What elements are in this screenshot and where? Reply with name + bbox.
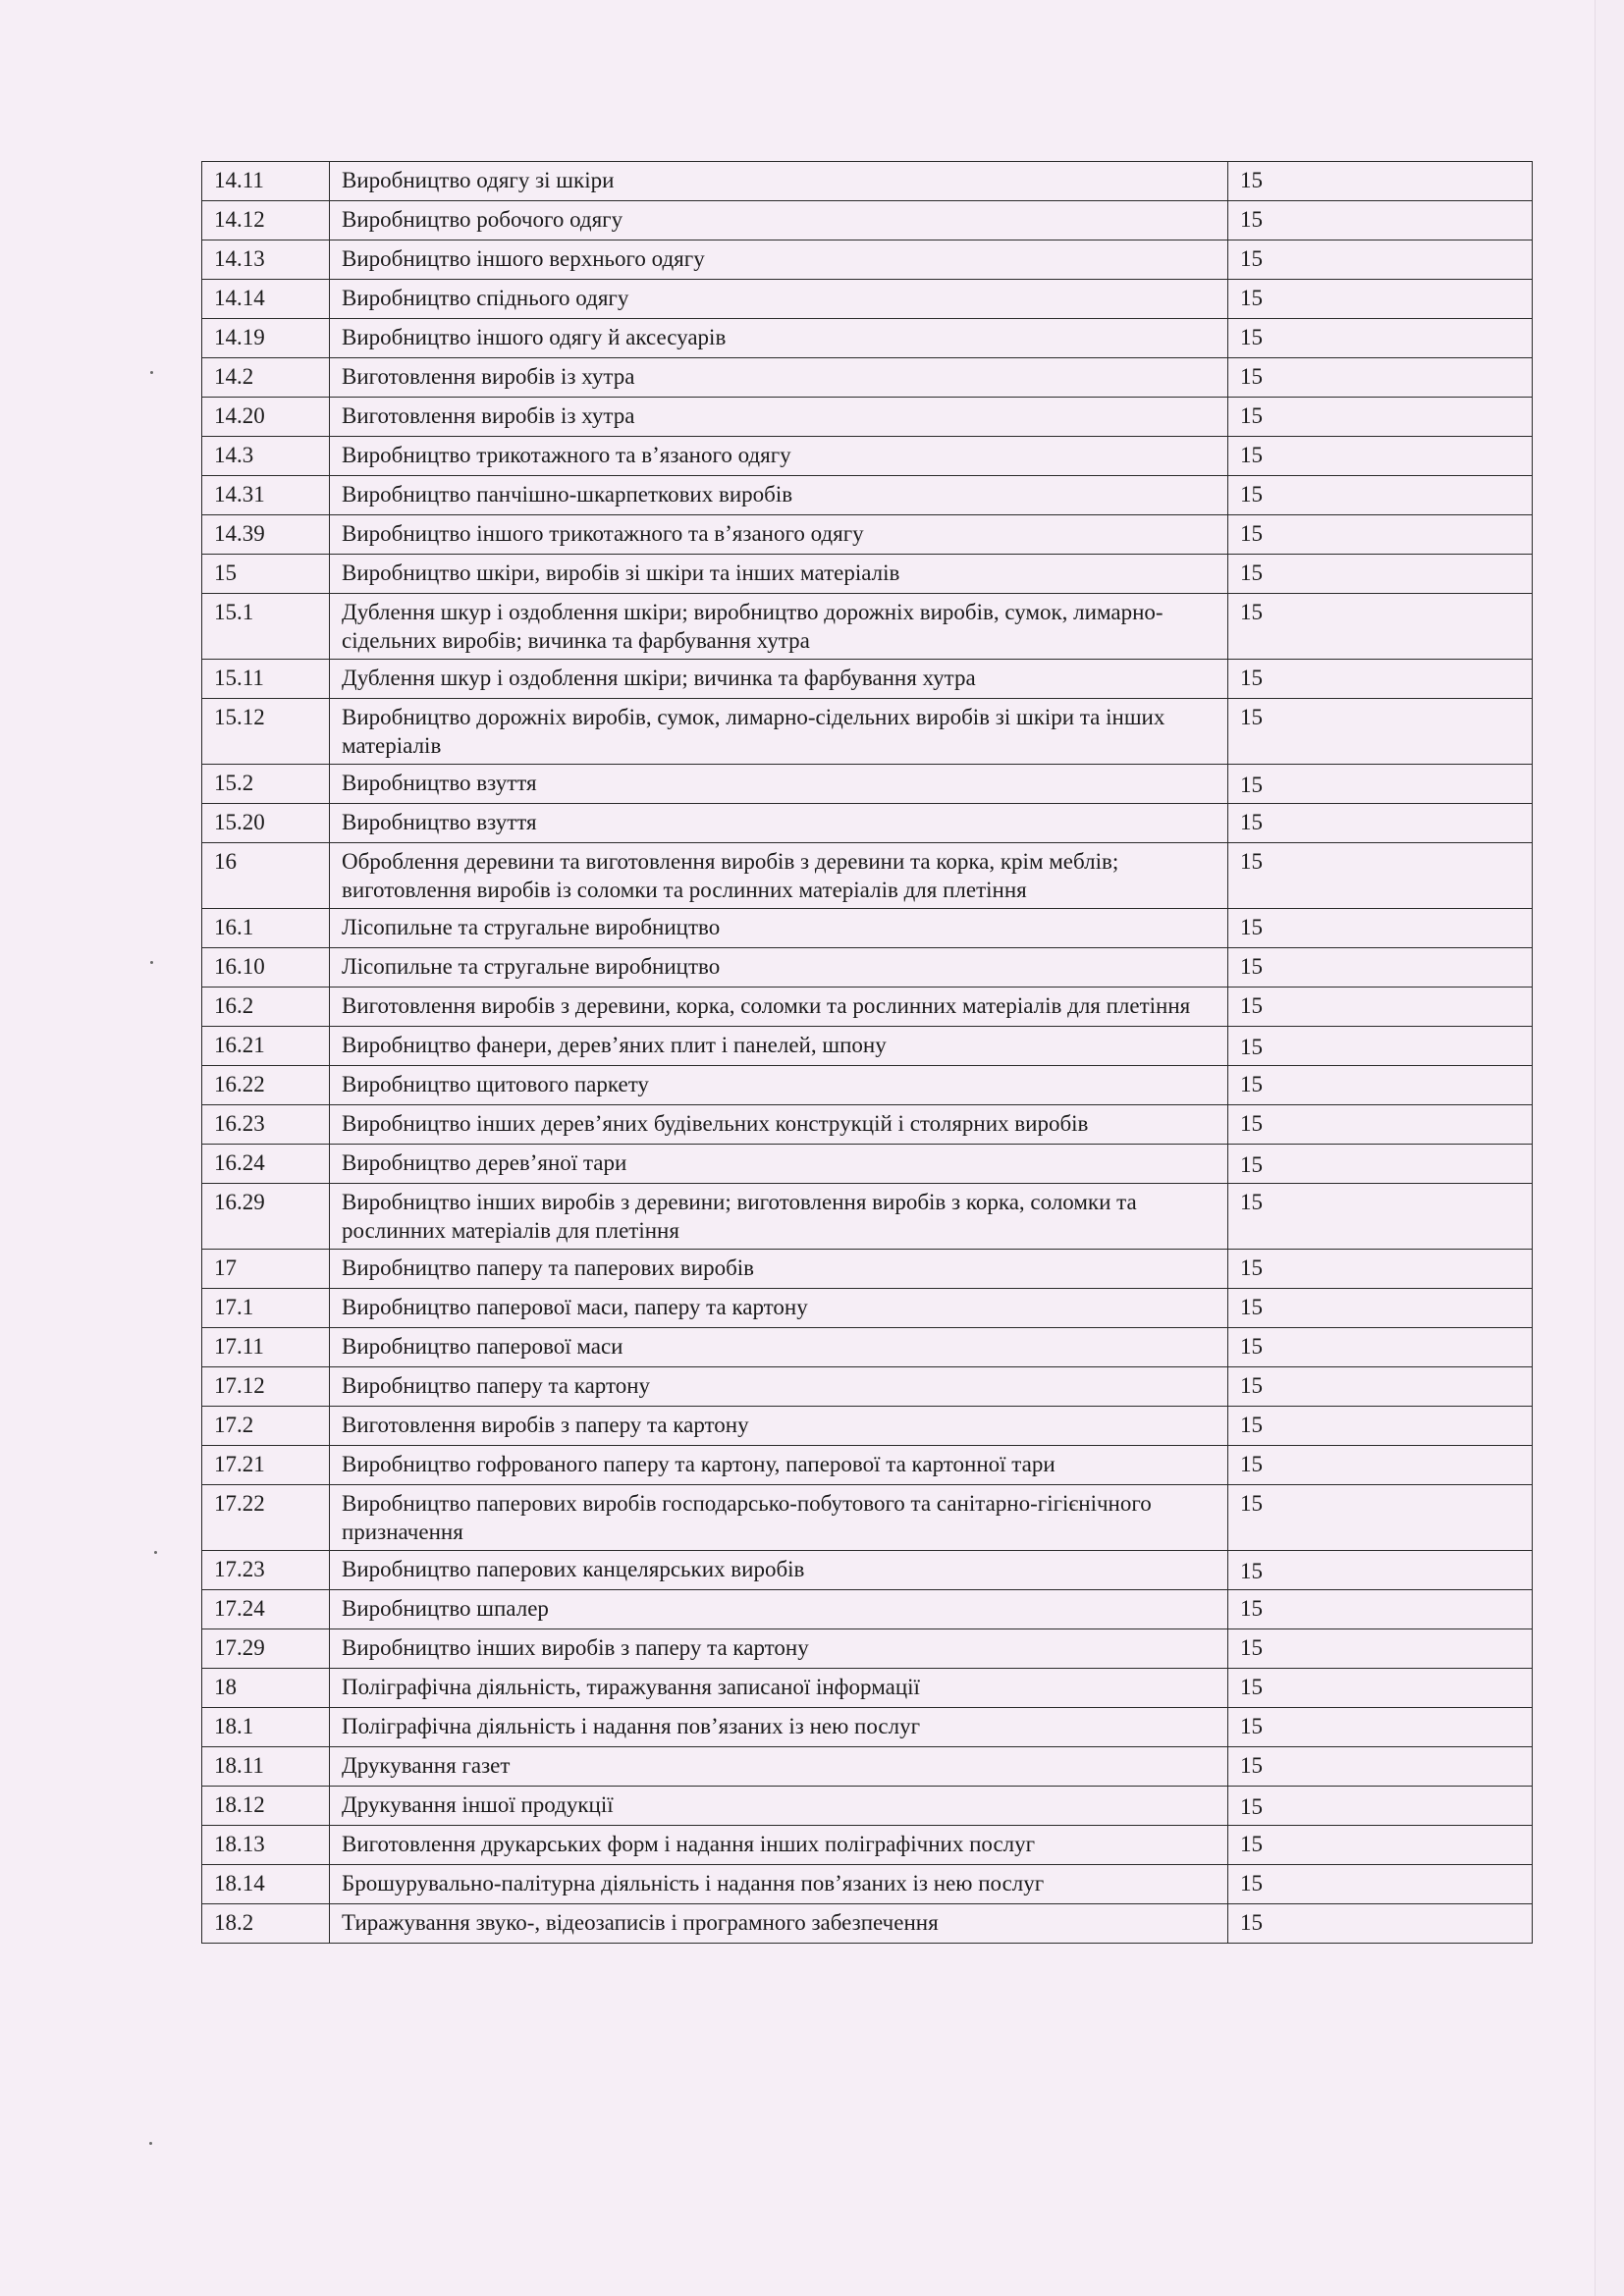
scan-speck [150,961,153,964]
activity-code-cell: 16.29 [202,1184,330,1250]
rate-cell: 15 [1228,1407,1533,1446]
activity-code-cell: 14.19 [202,319,330,358]
rate-cell: 15 [1228,1904,1533,1944]
activity-code-cell: 14.13 [202,240,330,280]
rate-cell: 15 [1228,476,1533,515]
activity-code-cell: 16.2 [202,988,330,1027]
activity-name-cell: Виробництво інших виробів з деревини; виготовлення виробів з корка, соломки та рослинних матеріалів для плетіння [330,1184,1228,1250]
rate-cell: 15 [1228,594,1533,660]
table-row [202,804,1533,843]
activity-code-cell: 17 [202,1250,330,1289]
activity-code-cell: 17.1 [202,1289,330,1328]
table-row [202,1904,1533,1944]
rate-cell: 15 [1228,1289,1533,1328]
activity-code-cell: 14.39 [202,515,330,555]
table-row [202,1367,1533,1407]
rate-cell: 15 [1228,1787,1533,1826]
scan-speck [149,2142,152,2145]
activity-name-cell: Виробництво трикотажного та в’язаного одягу [330,437,1228,476]
activity-code-cell: 17.24 [202,1590,330,1629]
table-row [202,948,1533,988]
table-row [202,437,1533,476]
activity-name-cell: Виготовлення виробів з паперу та картону [330,1407,1228,1446]
table-row [202,515,1533,555]
activity-code-cell: 14.3 [202,437,330,476]
table-row [202,1328,1533,1367]
activity-code-cell: 16.22 [202,1066,330,1105]
activity-code-cell: 16.10 [202,948,330,988]
activity-code-cell: 16.23 [202,1105,330,1145]
activity-name-cell: Виготовлення друкарських форм і надання інших поліграфічних послуг [330,1826,1228,1865]
activity-code-cell: 14.11 [202,162,330,201]
table-row [202,240,1533,280]
rate-cell: 15 [1228,1027,1533,1066]
table-row [202,1446,1533,1485]
rate-cell: 15 [1228,1145,1533,1184]
activity-name-cell: Виробництво взуття [330,765,1228,804]
table-row [202,699,1533,765]
activity-code-cell: 15 [202,555,330,594]
rate-cell: 15 [1228,1708,1533,1747]
activity-code-cell: 14.12 [202,201,330,240]
rate-cell: 15 [1228,240,1533,280]
scan-speck [154,1551,157,1554]
activity-name-cell: Виробництво панчішно-шкарпеткових виробів [330,476,1228,515]
activity-codes-table [201,161,1533,1944]
activity-code-cell: 18.11 [202,1747,330,1787]
activity-code-cell: 18.12 [202,1787,330,1826]
rate-cell: 15 [1228,201,1533,240]
table-row [202,988,1533,1027]
table-row [202,1551,1533,1590]
table-row [202,1787,1533,1826]
activity-code-cell: 17.11 [202,1328,330,1367]
activity-code-cell: 15.20 [202,804,330,843]
activity-code-cell: 16 [202,843,330,909]
table-row [202,555,1533,594]
activity-name-cell: Виготовлення виробів із хутра [330,398,1228,437]
rate-cell: 15 [1228,699,1533,765]
activity-name-cell: Виробництво іншого одягу й аксесуарів [330,319,1228,358]
rate-cell: 15 [1228,162,1533,201]
activity-code-cell: 16.24 [202,1145,330,1184]
rate-cell: 15 [1228,1629,1533,1669]
activity-name-cell: Дублення шкур і оздоблення шкіри; вичинка та фарбування хутра [330,660,1228,699]
activity-name-cell: Виробництво робочого одягу [330,201,1228,240]
activity-name-cell: Виробництво одягу зі шкіри [330,162,1228,201]
rate-cell: 15 [1228,1590,1533,1629]
rate-cell: 15 [1228,1826,1533,1865]
activity-name-cell: Виробництво шпалер [330,1590,1228,1629]
activity-code-cell: 17.12 [202,1367,330,1407]
activity-name-cell: Брошурувально-палітурна діяльність і надання пов’язаних із нею послуг [330,1865,1228,1904]
rate-cell: 15 [1228,437,1533,476]
activity-name-cell: Виробництво інших виробів з паперу та картону [330,1629,1228,1669]
rate-cell: 15 [1228,1367,1533,1407]
activity-name-cell: Дублення шкур і оздоблення шкіри; виробництво дорожніх виробів, сумок, лимарно-сідельних виробів; вичинка та фарбування хутра [330,594,1228,660]
activity-name-cell: Виготовлення виробів з деревини, корка, соломки та рослинних матеріалів для плетіння [330,988,1228,1027]
activity-name-cell: Виробництво паперових канцелярських виробів [330,1551,1228,1590]
table-row [202,1629,1533,1669]
activity-name-cell: Виробництво шкіри, виробів зі шкіри та інших матеріалів [330,555,1228,594]
activity-code-cell: 15.11 [202,660,330,699]
activity-name-cell: Виробництво взуття [330,804,1228,843]
activity-code-cell: 16.21 [202,1027,330,1066]
activity-name-cell: Виробництво паперової маси [330,1328,1228,1367]
rate-cell: 15 [1228,1551,1533,1590]
rate-cell: 15 [1228,660,1533,699]
table-row [202,162,1533,201]
table-row [202,1485,1533,1551]
rate-cell: 15 [1228,280,1533,319]
table-row [202,1289,1533,1328]
table-row [202,1407,1533,1446]
rate-cell: 15 [1228,398,1533,437]
activity-name-cell: Поліграфічна діяльність, тиражування записаної інформації [330,1669,1228,1708]
activity-code-cell: 14.20 [202,398,330,437]
activity-name-cell: Виготовлення виробів із хутра [330,358,1228,398]
activity-name-cell: Лісопильне та стругальне виробництво [330,948,1228,988]
table-row [202,765,1533,804]
table-row [202,201,1533,240]
activity-name-cell: Поліграфічна діяльність і надання пов’язаних із нею послуг [330,1708,1228,1747]
activity-name-cell: Виробництво дерев’яної тари [330,1145,1228,1184]
activity-code-cell: 18.2 [202,1904,330,1944]
activity-code-cell: 15.12 [202,699,330,765]
rate-cell: 15 [1228,1865,1533,1904]
table-row [202,594,1533,660]
activity-code-cell: 17.21 [202,1446,330,1485]
activity-code-cell: 14.31 [202,476,330,515]
rate-cell: 15 [1228,319,1533,358]
activity-code-cell: 14.14 [202,280,330,319]
table-row [202,1145,1533,1184]
activity-code-cell: 18.1 [202,1708,330,1747]
table-row [202,398,1533,437]
table-row [202,1250,1533,1289]
table-row [202,1027,1533,1066]
rate-cell: 15 [1228,948,1533,988]
activity-code-cell: 17.29 [202,1629,330,1669]
rate-cell: 15 [1228,843,1533,909]
activity-name-cell: Тиражування звуко-, відеозаписів і програмного забезпечення [330,1904,1228,1944]
activity-code-cell: 15.1 [202,594,330,660]
rate-cell: 15 [1228,1328,1533,1367]
activity-code-cell: 17.23 [202,1551,330,1590]
table-row [202,1066,1533,1105]
rate-cell: 15 [1228,1669,1533,1708]
rate-cell: 15 [1228,555,1533,594]
table-row [202,280,1533,319]
activity-name-cell: Виробництво паперових виробів господарсько-побутового та санітарно-гігієнічного призначення [330,1485,1228,1551]
table-row [202,1865,1533,1904]
activity-name-cell: Виробництво іншого трикотажного та в’язаного одягу [330,515,1228,555]
rate-cell: 15 [1228,1184,1533,1250]
activity-name-cell: Друкування газет [330,1747,1228,1787]
activity-code-cell: 18 [202,1669,330,1708]
activity-name-cell: Виробництво гофрованого паперу та картону, паперової та картонної тари [330,1446,1228,1485]
scan-speck [150,371,153,374]
table-row [202,909,1533,948]
activity-name-cell: Виробництво паперової маси, паперу та картону [330,1289,1228,1328]
table-body [202,162,1533,1944]
activity-name-cell: Виробництво фанери, дерев’яних плит і панелей, шпону [330,1027,1228,1066]
rate-cell: 15 [1228,804,1533,843]
rate-cell: 15 [1228,765,1533,804]
activity-name-cell: Виробництво щитового паркету [330,1066,1228,1105]
activity-name-cell: Виробництво спіднього одягу [330,280,1228,319]
activity-name-cell: Виробництво іншого верхнього одягу [330,240,1228,280]
activity-code-cell: 17.2 [202,1407,330,1446]
activity-name-cell: Друкування іншої продукції [330,1787,1228,1826]
rate-cell: 15 [1228,988,1533,1027]
table-row [202,1747,1533,1787]
activity-code-cell: 16.1 [202,909,330,948]
rate-cell: 15 [1228,1066,1533,1105]
rate-cell: 15 [1228,1250,1533,1289]
activity-code-cell: 15.2 [202,765,330,804]
table-row [202,476,1533,515]
activity-name-cell: Виробництво паперу та картону [330,1367,1228,1407]
activity-code-cell: 18.13 [202,1826,330,1865]
table-row [202,1105,1533,1145]
table-row [202,843,1533,909]
rate-cell: 15 [1228,1446,1533,1485]
activity-code-cell: 18.14 [202,1865,330,1904]
rate-cell: 15 [1228,1485,1533,1551]
table-row [202,319,1533,358]
activity-name-cell: Лісопильне та стругальне виробництво [330,909,1228,948]
rate-cell: 15 [1228,1105,1533,1145]
table-row [202,660,1533,699]
activity-name-cell: Виробництво паперу та паперових виробів [330,1250,1228,1289]
rate-cell: 15 [1228,515,1533,555]
activity-code-cell: 17.22 [202,1485,330,1551]
table-row [202,1184,1533,1250]
table-row [202,1590,1533,1629]
activity-code-cell: 14.2 [202,358,330,398]
rate-cell: 15 [1228,1747,1533,1787]
rate-cell: 15 [1228,909,1533,948]
activity-name-cell: Оброблення деревини та виготовлення виробів з деревини та корка, крім меблів; виготовлення виробів із соломки та рослинних матеріалів для плетіння [330,843,1228,909]
table-row [202,1708,1533,1747]
table-row [202,358,1533,398]
activity-name-cell: Виробництво дорожніх виробів, сумок, лимарно-сідельних виробів зі шкіри та інших матеріалів [330,699,1228,765]
activity-name-cell: Виробництво інших дерев’яних будівельних конструкцій і столярних виробів [330,1105,1228,1145]
table-row [202,1669,1533,1708]
table-row [202,1826,1533,1865]
rate-cell: 15 [1228,358,1533,398]
